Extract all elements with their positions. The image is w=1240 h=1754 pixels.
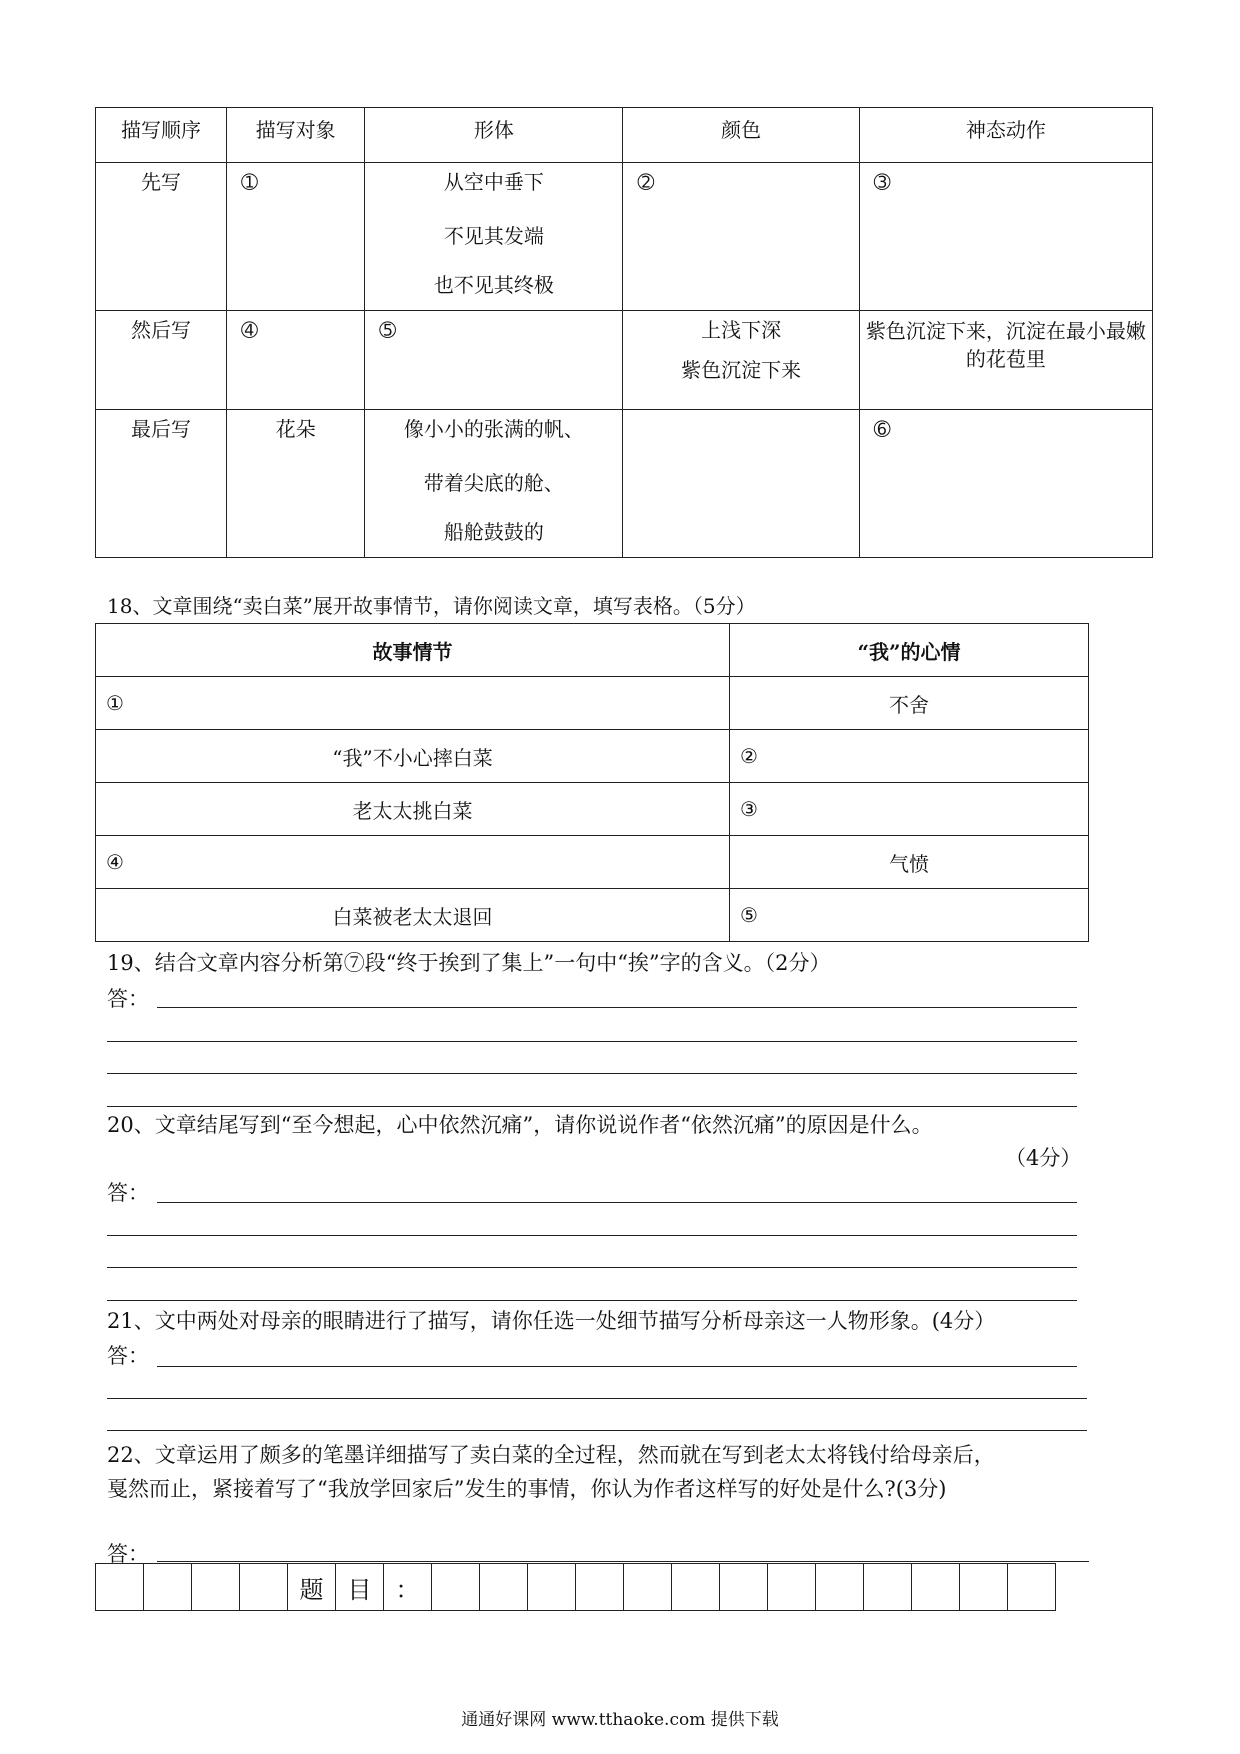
- title-grid-cell[interactable]: [624, 1564, 672, 1611]
- answer-label: 答：: [107, 1181, 149, 1205]
- answer-line[interactable]: [107, 1106, 1077, 1107]
- row-action: ➅: [859, 410, 1152, 558]
- title-grid-cell[interactable]: [816, 1564, 864, 1611]
- answer-line[interactable]: [107, 1041, 1077, 1042]
- table-row: [96, 730, 1089, 783]
- row-order: 然后写: [96, 311, 227, 410]
- title-grid-cell[interactable]: [672, 1564, 720, 1611]
- title-grid-cell[interactable]: [96, 1564, 144, 1611]
- row-shape: ➄: [365, 311, 623, 410]
- plot-cell: ④: [96, 836, 730, 889]
- header-color: 颜色: [623, 108, 859, 163]
- title-grid-row: [96, 1564, 1056, 1611]
- mood-cell: 气愤: [730, 836, 1089, 889]
- footer: 通通好课网 www.tthaoke.com 提供下载: [461, 1710, 779, 1730]
- question-21: 21、文中两处对母亲的眼睛进行了描写，请你任选一处细节描写分析母亲这一人物形象。(4分）: [107, 1309, 996, 1333]
- title-grid-cell[interactable]: [192, 1564, 240, 1611]
- row-object: ➀: [227, 163, 365, 311]
- row-color: ➁: [623, 163, 859, 311]
- answer-line[interactable]: [107, 1398, 1087, 1399]
- header-mood: “我”的心情: [730, 624, 1089, 677]
- answer-line[interactable]: [157, 1202, 1077, 1203]
- title-grid-cell[interactable]: [960, 1564, 1008, 1611]
- title-grid-cell[interactable]: [912, 1564, 960, 1611]
- header-object: 描写对象: [227, 108, 365, 163]
- header-plot: 故事情节: [96, 624, 730, 677]
- plot-mood-table: [95, 623, 1089, 942]
- row-color: [623, 410, 859, 558]
- title-grid-cell: 题: [288, 1564, 336, 1611]
- title-grid-cell[interactable]: [720, 1564, 768, 1611]
- description-table-header: [96, 108, 1153, 163]
- plot-cell: 老太太挑白菜: [96, 783, 730, 836]
- row-order: 先写: [96, 163, 227, 311]
- table-row: [96, 163, 1153, 311]
- row-action: ➂: [859, 163, 1152, 311]
- row-object: ➃: [227, 311, 365, 410]
- answer-line[interactable]: [157, 1561, 1089, 1562]
- plot-cell: 白菜被老太太退回: [96, 889, 730, 942]
- title-grid-cell[interactable]: [768, 1564, 816, 1611]
- mood-cell: ⑤: [730, 889, 1089, 942]
- table-row: [96, 783, 1089, 836]
- answer-line[interactable]: [107, 1300, 1077, 1301]
- title-grid-cell[interactable]: [1008, 1564, 1056, 1611]
- description-table: [95, 107, 1153, 558]
- row-color: 上浅下深 紫色沉淀下来: [623, 311, 859, 410]
- mood-cell: 不舍: [730, 677, 1089, 730]
- table-row: [96, 836, 1089, 889]
- question-20-score: （4分）: [1005, 1146, 1082, 1170]
- row-order: 最后写: [96, 410, 227, 558]
- mood-cell: ②: [730, 730, 1089, 783]
- row-shape: 从空中垂下 不见其发端 也不见其终极: [365, 163, 623, 311]
- row-shape: 像小小的张满的帆、 带着尖底的舱、 船舱鼓鼓的: [365, 410, 623, 558]
- answer-line[interactable]: [107, 1430, 1087, 1431]
- header-action: 神态动作: [859, 108, 1152, 163]
- row-object: 花朵: [227, 410, 365, 558]
- title-grid-cell: 目: [336, 1564, 384, 1611]
- plot-mood-header: [96, 624, 1089, 677]
- title-grid: [95, 1563, 1056, 1611]
- question-22-line1: 22、文章运用了颇多的笔墨详细描写了卖白菜的全过程，然而就在写到老太太将钱付给母亲后，: [107, 1443, 995, 1467]
- question-22-line2: 戛然而止，紧接着写了“我放学回家后”发生的事情，你认为作者这样写的好处是什么?(3分): [107, 1477, 947, 1501]
- question-18: 18、文章围绕“卖白菜”展开故事情节，请你阅读文章，填写表格。（5分）: [107, 594, 756, 618]
- question-20: 20、文章结尾写到“至今想起，心中依然沉痛”，请你说说作者“依然沉痛”的原因是什么。: [107, 1113, 933, 1137]
- answer-line[interactable]: [157, 1366, 1077, 1367]
- mood-cell: ③: [730, 783, 1089, 836]
- answer-line[interactable]: [107, 1267, 1077, 1268]
- table-row: [96, 677, 1089, 730]
- title-grid-cell[interactable]: [576, 1564, 624, 1611]
- question-19: 19、结合文章内容分析第⑦段“终于挨到了集上”一句中“挨”字的含义。（2分）: [107, 951, 831, 975]
- answer-label: 答：: [107, 987, 149, 1011]
- header-shape: 形体: [365, 108, 623, 163]
- answer-label: 答：: [107, 1542, 149, 1566]
- title-grid-cell[interactable]: [144, 1564, 192, 1611]
- title-grid-cell[interactable]: [864, 1564, 912, 1611]
- answer-line[interactable]: [107, 1235, 1077, 1236]
- title-grid-cell[interactable]: [240, 1564, 288, 1611]
- plot-cell: “我”不小心摔白菜: [96, 730, 730, 783]
- title-grid-cell: ：: [384, 1564, 432, 1611]
- plot-cell: ①: [96, 677, 730, 730]
- table-row: [96, 410, 1153, 558]
- table-row: [96, 889, 1089, 942]
- answer-line[interactable]: [157, 1007, 1077, 1008]
- table-row: [96, 311, 1153, 410]
- answer-line[interactable]: [107, 1073, 1077, 1074]
- row-action: 紫色沉淀下来，沉淀在最小最嫩的花苞里: [859, 311, 1152, 410]
- title-grid-cell[interactable]: [480, 1564, 528, 1611]
- title-grid-cell[interactable]: [432, 1564, 480, 1611]
- answer-label: 答：: [107, 1344, 149, 1368]
- title-grid-cell[interactable]: [528, 1564, 576, 1611]
- header-order: 描写顺序: [96, 108, 227, 163]
